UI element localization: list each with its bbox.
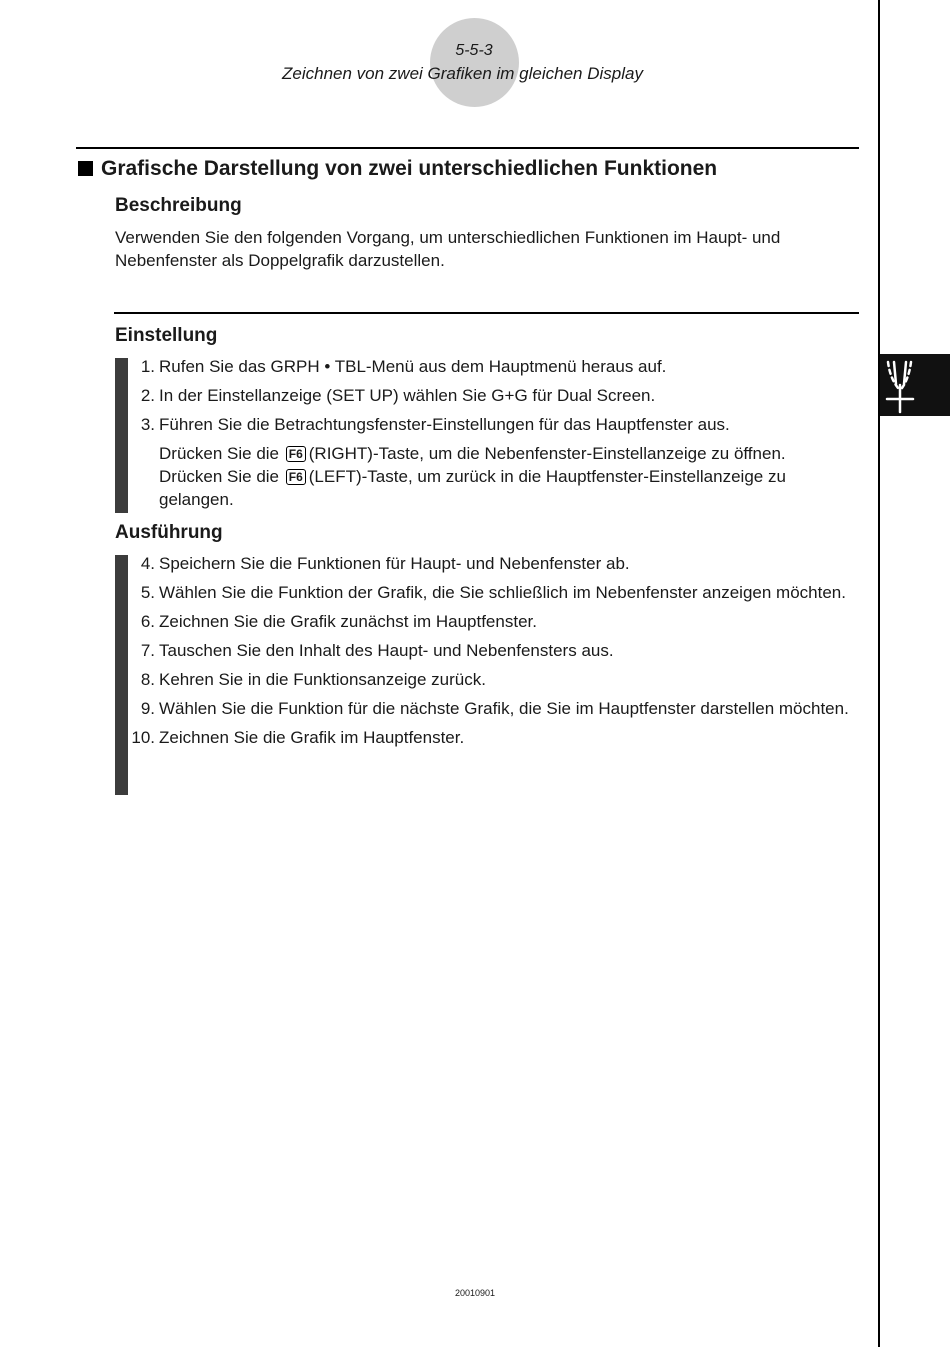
einstellung-steps <box>128 355 858 511</box>
subsection-rule <box>114 312 859 314</box>
list-item: 10. Zeichnen Sie die Grafik im Hauptfenster. <box>131 728 465 747</box>
step-note <box>128 442 858 511</box>
list-item: 9. Wählen Sie die Funktion für die nächste Grafik, die Sie im Hauptfenster darstellen möchten. <box>140 699 849 718</box>
chapter-tab <box>880 354 950 416</box>
black-square-icon <box>78 161 93 176</box>
page-subtitle: Zeichnen von zwei Grafiken im gleichen Display <box>282 64 643 83</box>
list-item: 6. Zeichnen Sie die Grafik zunächst im Hauptfenster. <box>140 612 537 631</box>
note-line-2: Drücken Sie die F6 (LEFT)-Taste, um zurück in die Hauptfenster-Einstellanzeige zu gelangen. <box>159 467 786 509</box>
list-item: 3. Führen Sie die Betrachtungsfenster-Einstellungen für das Hauptfenster aus. <box>140 415 730 434</box>
list-item: 8. Kehren Sie in die Funktionsanzeige zurück. <box>140 670 486 689</box>
page-number-circle <box>430 18 519 107</box>
page-number: 5-5-3 <box>455 42 493 59</box>
list-item: 1. Rufen Sie das GRPH • TBL-Menü aus dem Hauptmenü heraus auf. <box>140 357 667 376</box>
ausfuehrung-heading: Ausführung <box>115 522 223 543</box>
footer-code: 20010901 <box>454 1288 496 1298</box>
f6-key: F6 <box>286 469 306 485</box>
graph-function-icon <box>880 354 950 416</box>
beschreibung-heading: Beschreibung <box>115 195 242 216</box>
einstellung-side-bar <box>115 358 128 513</box>
section-rule <box>76 147 859 149</box>
page-edge-rule <box>878 0 880 1347</box>
section-title: Grafische Darstellung von zwei unterschiedlichen Funktionen <box>78 157 717 181</box>
list-item: 2. In der Einstellanzeige (SET UP) wählen Sie G+G für Dual Screen. <box>140 386 656 405</box>
list-item: 4. Speichern Sie die Funktionen für Haupt- und Nebenfenster ab. <box>140 554 630 573</box>
list-item: 5. Wählen Sie die Funktion der Grafik, die Sie schließlich im Nebenfenster anzeigen möchten. <box>140 583 846 602</box>
ausfuehrung-side-bar <box>115 555 128 795</box>
f6-key: F6 <box>286 446 306 462</box>
list-item: 7. Tauschen Sie den Inhalt des Haupt- und Nebenfensters aus. <box>140 641 614 660</box>
note-line-1: Drücken Sie die F6 (RIGHT)-Taste, um die Nebenfenster-Einstellanzeige zu öffnen. <box>159 444 786 463</box>
einstellung-heading: Einstellung <box>115 325 218 346</box>
beschreibung-text: Verwenden Sie den folgenden Vorgang, um unterschiedlichen Funktionen im Haupt- und Nebenfenster als Doppelgrafik darzustellen. <box>115 228 781 270</box>
ausfuehrung-steps <box>128 552 858 749</box>
